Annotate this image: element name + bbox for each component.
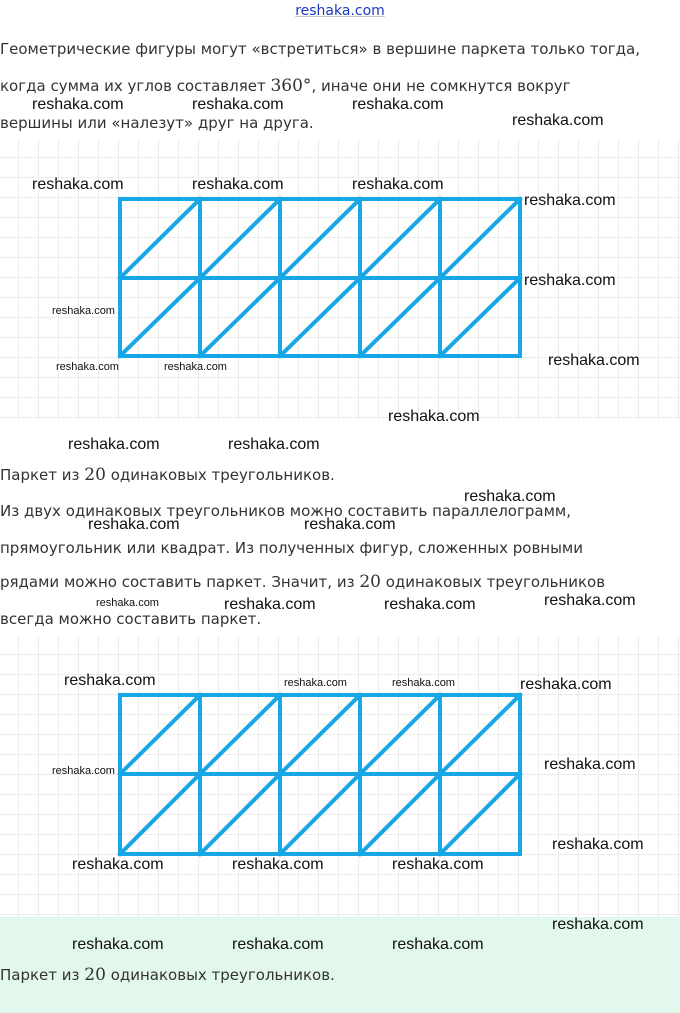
watermark: reshaka.com: [392, 856, 484, 873]
watermark: reshaka.com: [392, 936, 484, 953]
watermark: reshaka.com: [304, 516, 396, 533]
watermark: reshaka.com: [384, 596, 476, 613]
watermark: reshaka.com: [192, 96, 284, 113]
watermark: reshaka.com: [552, 836, 644, 853]
watermark: reshaka.com: [548, 352, 640, 369]
site-link[interactable]: reshaka.com: [295, 3, 385, 19]
watermark: reshaka.com: [68, 436, 160, 453]
caption-1: [0, 466, 335, 484]
watermark: reshaka.com: [72, 856, 164, 873]
angle-sum-value: 360°: [270, 76, 312, 96]
text-run: одинаковых треугольников.: [105, 966, 335, 984]
triangle-count: 20: [84, 965, 106, 985]
text-run: Паркет из: [0, 466, 85, 484]
watermark: reshaka.com: [228, 436, 320, 453]
triangle-count: 20: [359, 572, 381, 592]
watermark: reshaka.com: [32, 176, 124, 193]
watermark: reshaka.com: [224, 596, 316, 613]
text-run: одинаковых треугольников.: [105, 466, 335, 484]
text-run: Паркет из: [0, 966, 85, 984]
watermark: reshaka.com: [72, 936, 164, 953]
paragraph-2-line-3: [0, 573, 605, 591]
paragraph-2-line-2: прямоугольник или квадрат. Из полученных фигур, сложенных ровными: [0, 539, 584, 557]
outer-rectangle: [120, 695, 520, 854]
watermark: reshaka.com: [52, 305, 115, 317]
watermark: reshaka.com: [464, 488, 556, 505]
watermark: reshaka.com: [512, 112, 604, 129]
paragraph-1-line-3: вершины или «налезут» друг на друга.: [0, 114, 314, 132]
watermark: reshaka.com: [232, 856, 324, 873]
watermark: reshaka.com: [52, 765, 115, 777]
watermark: reshaka.com: [544, 756, 636, 773]
paragraph-2-line-1: Из двух одинаковых треугольников можно составить параллелограмм,: [0, 502, 571, 520]
watermark: reshaka.com: [88, 516, 180, 533]
watermark: reshaka.com: [64, 672, 156, 689]
text-run: , иначе они не сомкнутся вокруг: [311, 77, 571, 95]
watermark: reshaka.com: [96, 597, 159, 609]
watermark: reshaka.com: [352, 176, 444, 193]
watermark: reshaka.com: [388, 408, 480, 425]
text-run: рядами можно составить паркет. Значит, из: [0, 573, 360, 591]
paragraph-1-line-2: [0, 77, 571, 95]
watermark: reshaka.com: [544, 592, 636, 609]
text-run: когда сумма их углов составляет: [0, 77, 271, 95]
watermark: reshaka.com: [524, 192, 616, 209]
watermark: reshaka.com: [32, 96, 124, 113]
watermark: reshaka.com: [392, 677, 455, 689]
watermark: reshaka.com: [524, 272, 616, 289]
paragraph-2-line-4: всегда можно составить паркет.: [0, 610, 262, 628]
caption-2: [0, 966, 335, 984]
outer-rectangle: [120, 199, 520, 356]
watermark: reshaka.com: [552, 916, 644, 933]
watermark: reshaka.com: [520, 676, 612, 693]
text-run: одинаковых треугольников: [380, 573, 606, 591]
watermark: reshaka.com: [352, 96, 444, 113]
triangle-count: 20: [84, 465, 106, 485]
watermark: reshaka.com: [164, 361, 227, 373]
watermark: reshaka.com: [192, 176, 284, 193]
watermark: reshaka.com: [232, 936, 324, 953]
watermark: reshaka.com: [284, 677, 347, 689]
paragraph-1-line-1: Геометрические фигуры могут «встретиться» в вершине паркета только тогда,: [0, 40, 640, 58]
watermark: reshaka.com: [56, 361, 119, 373]
